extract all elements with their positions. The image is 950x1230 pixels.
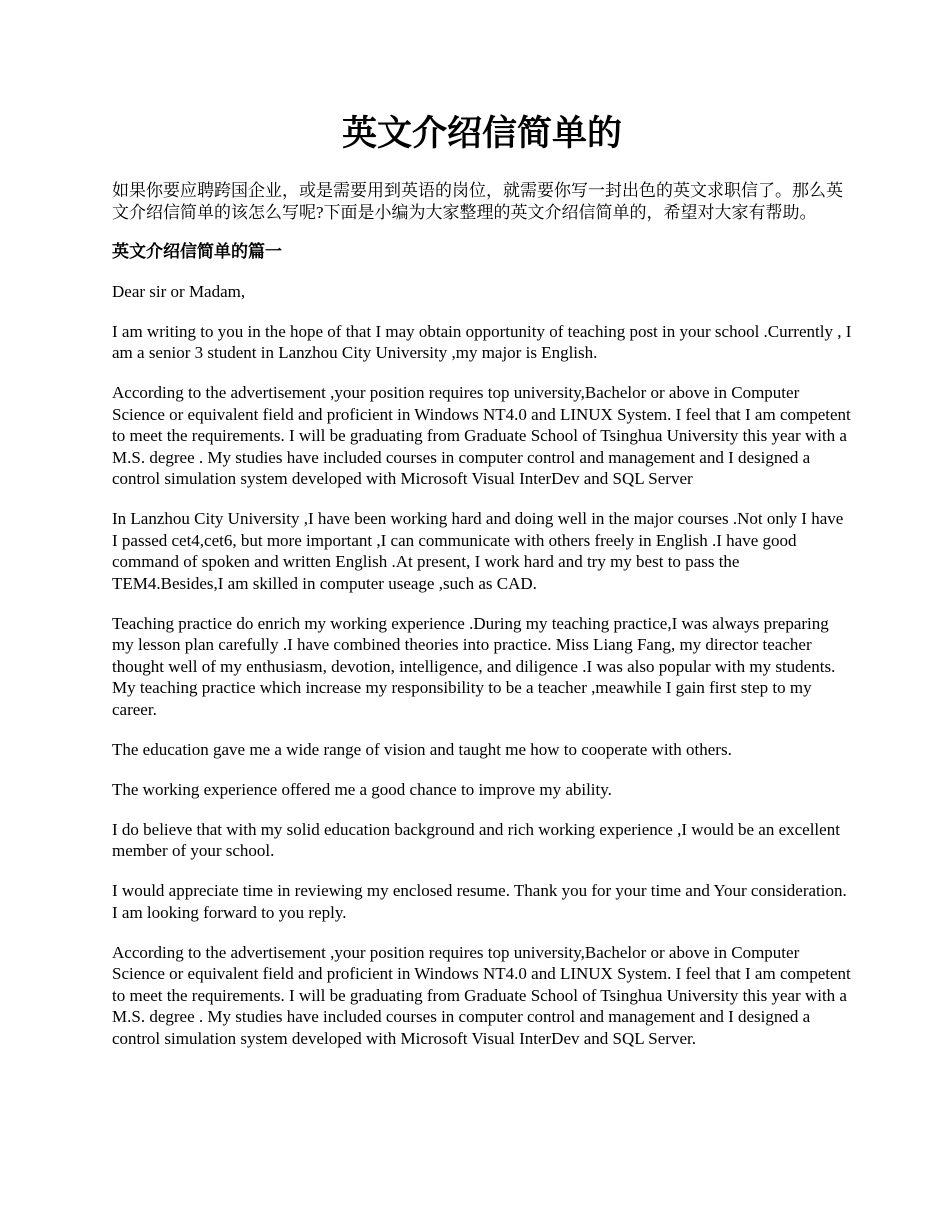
body-paragraph: The education gave me a wide range of vision and taught me how to cooperate with others. <box>112 739 732 759</box>
body-paragraph: According to the advertisement ,your position requires top university,Bachelor or above in Computer Science or equivalent field and proficient in Windows NT4.0 and LINUX System. I feel that I am competent to meet the requirements. I will be graduating from Graduate School of Tsinghua University this year with a M.S. degree . My studies have included courses in computer control and management and I designed a control simulation system developed with Microsoft Visual InterDev and SQL Server <box>112 383 851 488</box>
body-paragraph: I would appreciate time in reviewing my enclosed resume. Thank you for your time and Your consideration. I am looking forward to you reply. <box>112 881 847 922</box>
body-paragraph: I am writing to you in the hope of that I may obtain opportunity of teaching post in your school .Currently , I am a senior 3 student in Lanzhou City University ,my major is English. <box>112 321 852 362</box>
section-heading: 英文介绍信简单的篇一 <box>112 242 282 261</box>
salutation: Dear sir or Madam, <box>112 281 246 301</box>
body-paragraph: In Lanzhou City University ,I have been working hard and doing well in the major courses .Not only I have I passed cet4,cet6, but more important ,I can communicate with others freely in English .I have good command of spoken and written English .At present, I work hard and try my best to pass the TEM4.Besides,I am skilled in computer useage ,such as CAD. <box>112 509 844 593</box>
body-paragraph: Teaching practice do enrich my working experience .During my teaching practice,I was always preparing my lesson plan carefully .I have combined theories into practice. Miss Liang Fang, my director teacher thought well of my enthusiasm, devotion, intelligence, and diligence .I was also popular with my students. My teaching practice which increase my responsibility to be a teacher ,meawhile I gain first step to my career. <box>112 613 836 719</box>
body-paragraph: I do believe that with my solid education background and rich working experience ,I would be an excellent member of your school. <box>112 819 840 860</box>
body-paragraph: The working experience offered me a good chance to improve my ability. <box>112 779 612 799</box>
document-page <box>112 108 852 1068</box>
intro-paragraph: 如果你要应聘跨国企业，或是需要用到英语的岗位，就需要你写一封出色的英文求职信了。那么英文介绍信简单的该怎么写呢?下面是小编为大家整理的英文介绍信简单的，希望对大家有帮助。 <box>112 181 843 222</box>
page-title: 英文介绍信简单的 <box>341 114 622 153</box>
body-paragraph: According to the advertisement ,your position requires top university,Bachelor or above in Computer Science or equivalent field and proficient in Windows NT4.0 and LINUX System. I feel that I am competent to meet the requirements. I will be graduating from Graduate School of Tsinghua University this year with a M.S. degree . My studies have included courses in computer control and management and I designed a control simulation system developed with Microsoft Visual InterDev and SQL Server. <box>112 942 851 1048</box>
